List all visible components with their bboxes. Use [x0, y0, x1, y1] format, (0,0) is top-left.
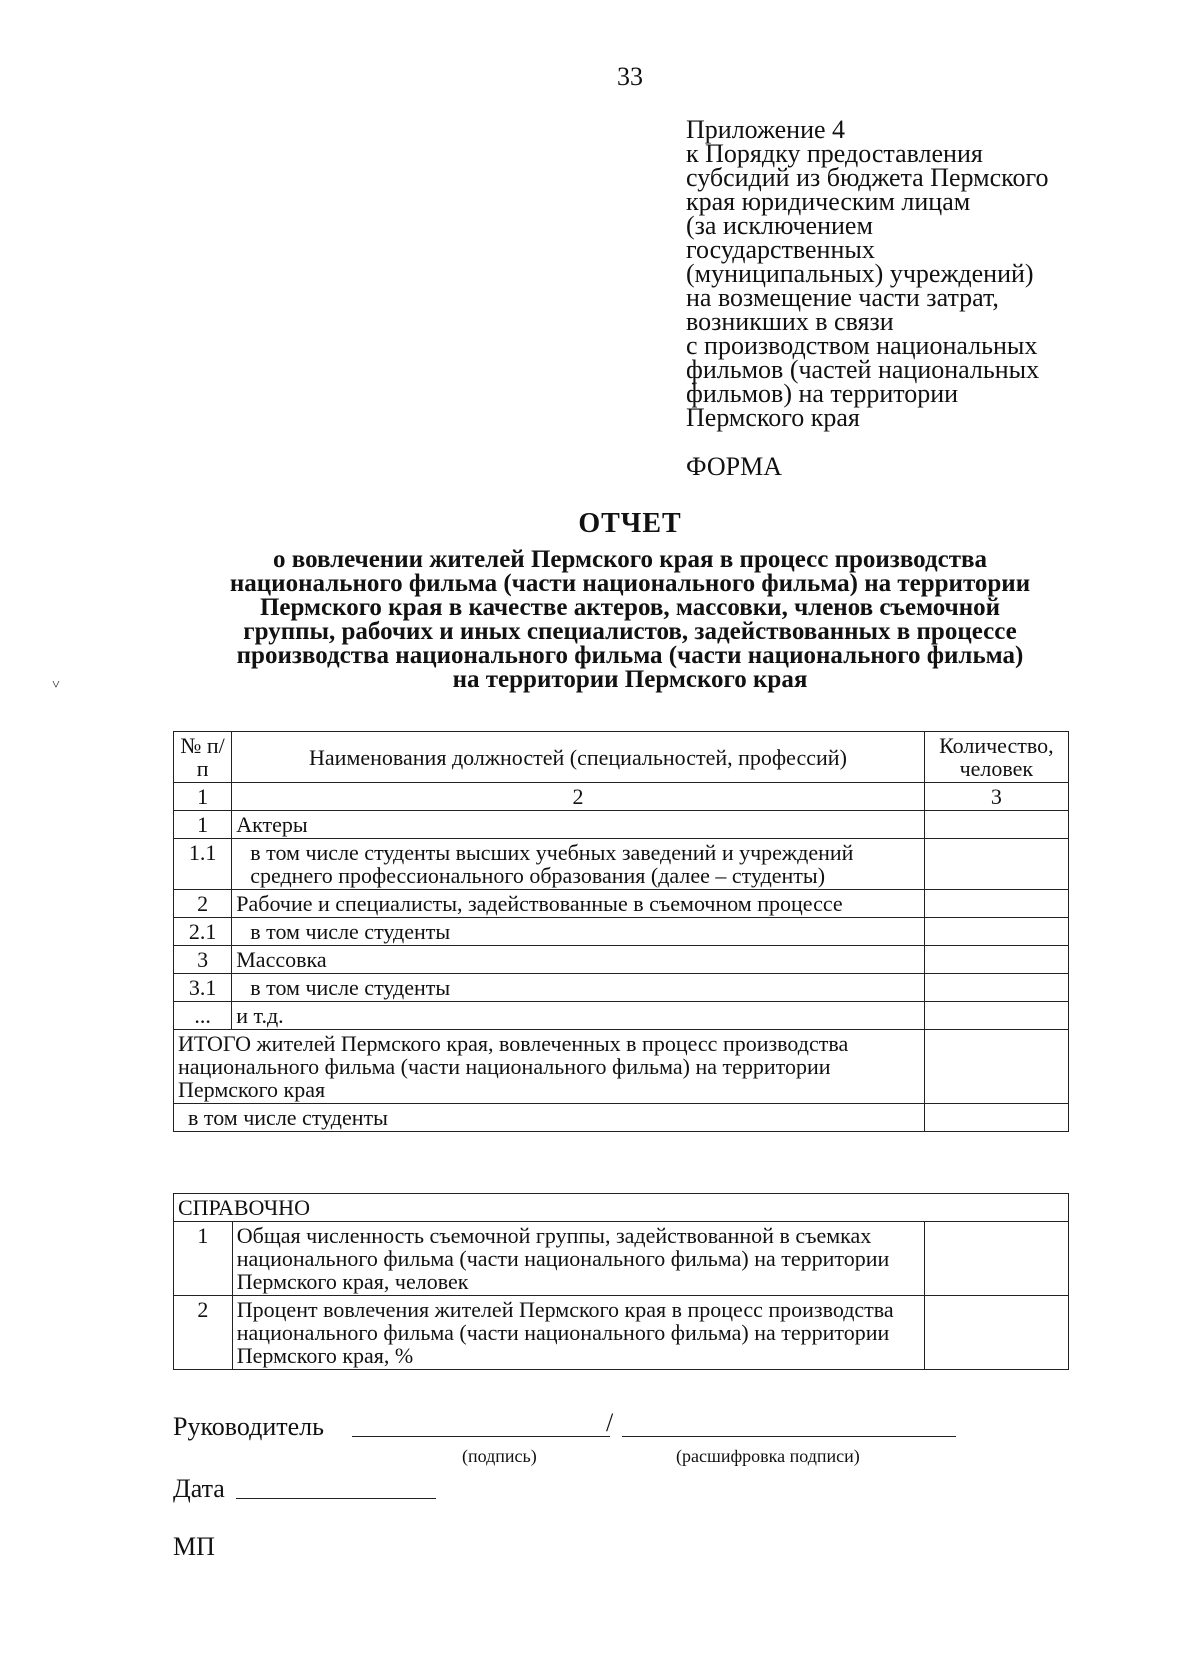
table-row	[174, 946, 1069, 974]
table-row	[174, 1296, 1069, 1370]
appendix-line: Приложение 4	[686, 115, 846, 144]
appendix-line: Пермского края	[686, 403, 860, 432]
index-cell: 3	[924, 783, 1068, 811]
total-students-label: в том числе студенты	[174, 1104, 925, 1132]
appendix-line: возникших в связи	[686, 307, 894, 336]
table-total-students-row	[174, 1104, 1069, 1132]
main-table	[173, 731, 1069, 1132]
row-name: Рабочие и специалисты, задействованные в съемочном процессе	[232, 890, 924, 918]
row-num: ...	[174, 1002, 232, 1030]
signature-decoding-line	[622, 1436, 956, 1437]
row-name: и т.д.	[232, 1002, 924, 1030]
table-row	[174, 1002, 1069, 1030]
appendix-line: фильмов) на территории	[686, 379, 959, 408]
index-cell: 2	[232, 783, 924, 811]
row-name: в том числе студенты	[232, 918, 924, 946]
appendix-note	[686, 115, 1126, 432]
appendix-line: субсидий из бюджета Пермского	[686, 163, 1049, 192]
row-name: Процент вовлечения жителей Пермского края в процесс производства национального фильма (части национального фильма) на территории Пермского края, %	[232, 1296, 924, 1370]
stray-mark: ˅	[52, 678, 60, 693]
appendix-line: (муниципальных) учреждений)	[686, 259, 1034, 288]
stamp-label: МП	[173, 1532, 215, 1561]
reference-table	[173, 1193, 1069, 1370]
date-line	[236, 1498, 436, 1499]
row-name: в том числе студенты	[232, 974, 924, 1002]
total-label: ИТОГО жителей Пермского края, вовлеченных в процесс производства национального фильма (части национального фильма) на территории Пермского края	[174, 1030, 925, 1104]
row-num: 3	[174, 946, 232, 974]
subtitle-line: о вовлечении жителей Пермского края в процесс производства	[272, 546, 987, 573]
row-num: 2	[174, 890, 232, 918]
appendix-line: на возмещение части затрат,	[686, 283, 999, 312]
row-num: 2.1	[174, 918, 232, 946]
table-total-row	[174, 1030, 1069, 1104]
page-number: 33	[617, 62, 643, 91]
table-index-row	[174, 783, 1069, 811]
signature-caption: (подпись)	[462, 1446, 537, 1466]
signature-line	[352, 1436, 610, 1437]
row-num: 1	[174, 811, 232, 839]
total-students-count-cell	[924, 1104, 1068, 1132]
reference-title-row	[174, 1194, 1069, 1222]
row-count-cell	[924, 946, 1068, 974]
appendix-line: (за исключением	[686, 211, 873, 240]
appendix-line: фильмов (частей национальных	[686, 355, 1040, 384]
appendix-line: государственных	[686, 235, 875, 264]
table-row	[174, 974, 1069, 1002]
row-name: Массовка	[232, 946, 924, 974]
table-row	[174, 890, 1069, 918]
header-num: № п/п	[174, 732, 232, 783]
row-num: 1	[174, 1222, 233, 1296]
head-label: Руководитель	[173, 1412, 324, 1441]
subtitle-line: производства национального фильма (части национального фильма)	[236, 642, 1024, 669]
row-value-cell	[924, 1296, 1068, 1370]
table-row	[174, 839, 1069, 890]
row-num: 2	[174, 1296, 233, 1370]
header-count: Количество, человек	[924, 732, 1068, 783]
report-title: ОТЧЕТ	[578, 508, 682, 539]
row-name: Общая численность съемочной группы, задействованной в съемках национального фильма (части национального фильма) на территории Пермского края, человек	[232, 1222, 924, 1296]
form-label: ФОРМА	[686, 452, 782, 481]
row-num: 1.1	[174, 839, 232, 890]
date-label: Дата	[173, 1474, 225, 1503]
table-row	[174, 918, 1069, 946]
total-count-cell	[924, 1030, 1068, 1104]
table-row	[174, 811, 1069, 839]
table-header-row	[174, 732, 1069, 783]
row-count-cell	[924, 974, 1068, 1002]
subtitle-line: Пермского края в качестве актеров, массовки, членов съемочной	[259, 594, 1001, 621]
row-count-cell	[924, 811, 1068, 839]
appendix-line: к Порядку предоставления	[686, 139, 983, 168]
reference-title: СПРАВОЧНО	[174, 1194, 1069, 1222]
signature-slash: /	[606, 1408, 614, 1437]
subtitle-line: национального фильма (части национального фильма) на территории	[229, 570, 1031, 597]
row-value-cell	[924, 1222, 1068, 1296]
subtitle-line: группы, рабочих и иных специалистов, задействованных в процессе	[243, 618, 1017, 645]
appendix-line: с производством национальных	[686, 331, 1038, 360]
index-cell: 1	[174, 783, 232, 811]
appendix-line: края юридическим лицам	[686, 187, 971, 216]
table-row	[174, 1222, 1069, 1296]
row-count-cell	[924, 890, 1068, 918]
decoding-caption: (расшифровка подписи)	[676, 1446, 860, 1466]
subtitle-line: на территории Пермского края	[452, 666, 808, 693]
report-subtitle	[170, 548, 1090, 692]
header-name: Наименования должностей (специальностей, профессий)	[232, 732, 924, 783]
row-count-cell	[924, 918, 1068, 946]
row-count-cell	[924, 839, 1068, 890]
row-name: в том числе студенты высших учебных заведений и учреждений среднего профессионального образования (далее – студенты)	[232, 839, 924, 890]
row-count-cell	[924, 1002, 1068, 1030]
row-num: 3.1	[174, 974, 232, 1002]
row-name: Актеры	[232, 811, 924, 839]
